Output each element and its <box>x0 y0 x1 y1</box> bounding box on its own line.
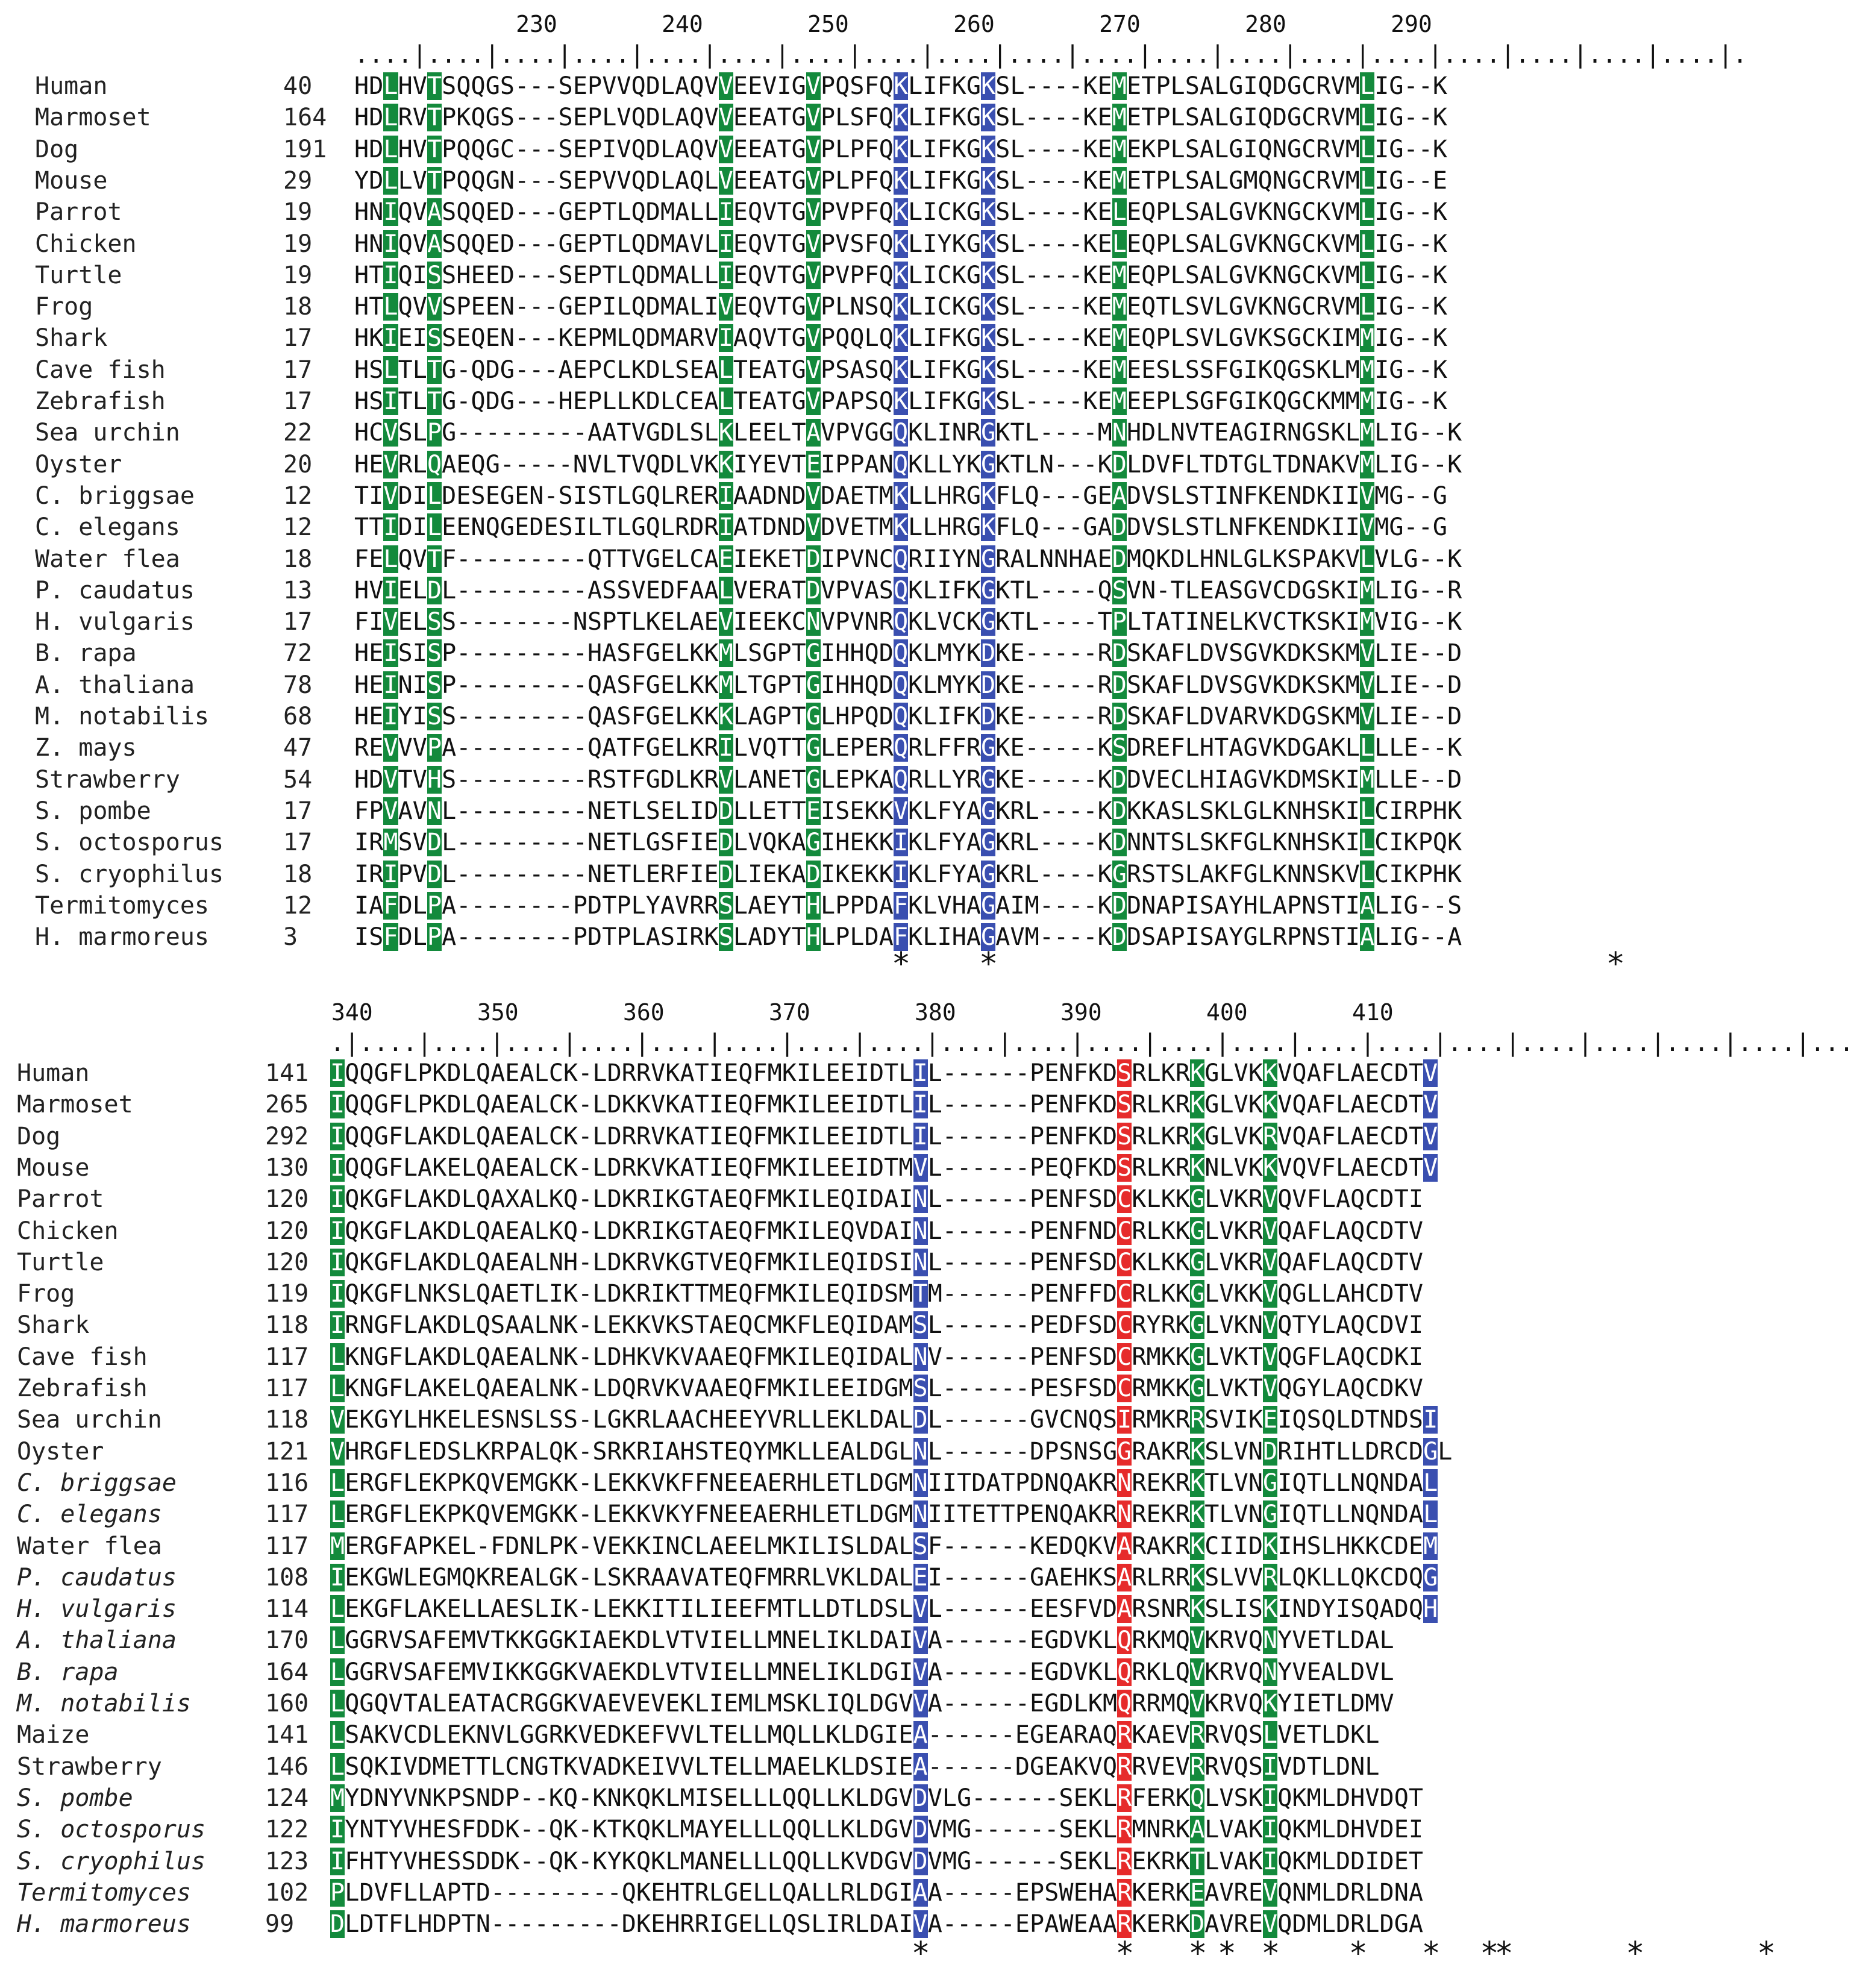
alignment-row <box>0 1910 1613 1942</box>
alignment-row <box>0 545 1613 577</box>
alignment-row <box>0 419 1613 450</box>
conserved-residue-marker: * <box>1421 1936 1441 1972</box>
alignment-row <box>0 1438 1613 1469</box>
alignment-row <box>0 387 1613 419</box>
sequence-start-position: 20 <box>283 450 313 478</box>
species-name: Mouse <box>17 1153 90 1182</box>
species-name: Turtle <box>17 1248 104 1276</box>
alignment-row <box>0 1059 1613 1091</box>
conserved-residue-marker: * <box>911 1936 930 1972</box>
sequence-start-position: 18 <box>283 293 313 321</box>
ruler-label: 380 <box>914 999 956 1026</box>
species-name: Marmoset <box>17 1091 133 1119</box>
sequence-start-position: 22 <box>283 419 313 447</box>
alignment-row <box>0 104 1613 135</box>
sequence-start-position: 146 <box>265 1752 309 1781</box>
species-name: Parrot <box>35 198 122 227</box>
ruler-label: 260 <box>953 11 995 37</box>
ruler-ticks: ....|....|....|....|....|....|....|....|....|....|....|....|....|....|....|....|....|....|....|. <box>354 41 1747 69</box>
alignment-row <box>0 1091 1613 1122</box>
sequence: REVVVPA---------QATFGELKRILVQTTGLEPERQRLFFRGKE-----KSDREFLHTAGVKDGAKLLLLE--K <box>354 734 1462 762</box>
sequence: LSQKIVDMETTLCNGTKVADKEIVVLTELLMAELKLDSIEA------DGEAKVQRRVEVRRVQSIVDTLDNL <box>330 1752 1380 1781</box>
sequence-start-position: 3 <box>283 923 298 952</box>
species-name: Termitomyces <box>17 1878 191 1907</box>
alignment-row <box>0 1280 1613 1311</box>
alignment-row <box>0 923 1613 955</box>
conserved-residue-marker: * <box>1606 946 1625 982</box>
sequence-start-position: 117 <box>265 1343 309 1371</box>
alignment-row <box>0 293 1613 324</box>
conserved-residue-marker: * <box>1188 1936 1207 1972</box>
ruler-label: 410 <box>1351 999 1394 1026</box>
sequence: IQQGFLAKDLQAEALCK-LDRRVKATIEQFMKILEEIDTLIL------PENFKDSRLKRKGLVKRVQAFLAECDTV <box>330 1122 1438 1150</box>
sequence: IRIPVDL---------NETLERFIEDLIEKADIKEKKIKLFYAGKRL----KGRSTSLAKFGLKNNSKVLCIKPHK <box>354 860 1462 888</box>
sequence: DLDTFLHDPTN---------DKEHRRIGELLQSLIRLDAIVA-----EPAWEAARKERKDAVREVQDMLDRLDGA <box>330 1910 1424 1939</box>
sequence-start-position: 19 <box>283 261 313 289</box>
sequence-start-position: 116 <box>265 1469 309 1497</box>
ruler-label: 280 <box>1245 11 1286 37</box>
sequence: LSAKVCDLEKNVLGGRKVEDKEFVVLTELLMQLLKLDGIEA------EGEARAQRKAEVRRVQSLVETLDKL <box>330 1721 1380 1749</box>
species-name: H. marmoreus <box>17 1910 191 1939</box>
species-name: H. vulgaris <box>35 608 195 636</box>
alignment-row <box>0 1626 1613 1658</box>
sequence: HNIQVASQQED---GEPTLQDMALLIEQVTGVPVPFQKLICKGKSL----KELEQPLSALGVKNGCKVMLIG--K <box>354 198 1448 227</box>
conserved-residue-marker: * <box>1480 1936 1499 1972</box>
sequence-start-position: 118 <box>265 1311 309 1340</box>
sequence-start-position: 17 <box>283 608 313 636</box>
ruler-label: 340 <box>331 999 373 1026</box>
sequence: HDLHVTPQQGC---SEPIVQDLAQVVEEATGVPLPFQKLIFKGKSL----KEMEKPLSALGIQNGCRVMLIG--K <box>354 135 1448 163</box>
species-name: A. thaliana <box>35 671 195 699</box>
species-name: S. pombe <box>17 1784 133 1812</box>
sequence-start-position: 120 <box>265 1185 309 1214</box>
sequence: LERGFLEKPKQVEMGKK-LEKKVKYFNEEAERHLETLDGMNIITETTPENQAKRNREKRKTLVNGIQTLLNQNDAL <box>330 1500 1438 1529</box>
sequence: LKNGFLAKDLQAEALNK-LDHKVKVAAEQFMKILEQIDALNV------PENFSDCRMKKGLVKTVQGFLAQCDKI <box>330 1343 1424 1371</box>
sequence-start-position: 292 <box>265 1122 309 1150</box>
species-name: C. elegans <box>35 513 180 542</box>
alignment-row <box>0 577 1613 608</box>
sequence: HTIQISSHEED---SEPTLQDMALLIEQVTGVPVPFQKLICKGKSL----KEMEQPLSALGVKNGCKVMLIG--K <box>354 261 1448 289</box>
alignment-row <box>0 1690 1613 1721</box>
sequence-start-position: 120 <box>265 1248 309 1276</box>
conserved-residue-marker: * <box>1261 1936 1280 1972</box>
sequence-start-position: 117 <box>265 1500 309 1529</box>
sequence-start-position: 12 <box>283 481 313 510</box>
sequence: TIVDILDESEGEN-SISTLGQLRERIAADNDVDAETMKLLHRGKFLQ---GEADVSLSTINFKENDKIIVMG--G <box>354 481 1448 510</box>
species-name: Frog <box>17 1280 75 1308</box>
alignment-row <box>0 734 1613 765</box>
sequence-start-position: 17 <box>283 387 313 415</box>
alignment-row <box>0 1343 1613 1375</box>
species-name: Oyster <box>35 450 122 478</box>
alignment-row <box>0 1816 1613 1847</box>
sequence-start-position: 68 <box>283 703 313 730</box>
sequence-start-position: 160 <box>265 1690 309 1717</box>
species-name: Oyster <box>17 1437 104 1466</box>
sequence: VEKGYLHKELESNSLSS-LGKRLAACHEEYVRLLEKLDALDL------GVCNQSIRMKRRSVIKEIQSQLDTNDSI <box>330 1406 1438 1434</box>
species-name: Maize <box>17 1721 90 1749</box>
alignment-row <box>0 1879 1613 1910</box>
alignment-row <box>0 1721 1613 1752</box>
species-name: Dog <box>17 1122 61 1150</box>
alignment-row <box>0 136 1613 167</box>
sequence-start-position: 130 <box>265 1153 309 1182</box>
sequence-start-position: 124 <box>265 1784 309 1812</box>
alignment-row <box>0 230 1613 262</box>
alignment-row <box>0 1564 1613 1595</box>
species-name: Shark <box>35 324 108 353</box>
sequence: LKNGFLAKELQAEALNK-LDQRVKVAAEQFMKILEEIDGMSL------PESFSDCRMKKGLVKTVQGYLAQCDKV <box>330 1375 1424 1402</box>
alignment-panel-bottom <box>0 988 1854 1988</box>
species-name: Chicken <box>35 230 137 258</box>
ruler-label: 250 <box>807 11 849 37</box>
conserved-residue-marker: * <box>1115 1936 1135 1972</box>
sequence-start-position: 40 <box>283 72 313 100</box>
sequence-start-position: 120 <box>265 1217 309 1245</box>
species-name: H. marmoreus <box>35 923 209 952</box>
alignment-row <box>0 1154 1613 1185</box>
species-name: B. rapa <box>35 639 137 668</box>
sequence: TTIDILEENQGEDESILTLGQLRDRIATDNDVDVETMKLLHRGKFLQ---GADDVSLSTLNFKENDKIIVMG--G <box>354 513 1448 542</box>
sequence: MYDNYVNKPSNDP--KQ-KNKQKLMISELLLQQLLKLDGVDVLG------SEKLRFERKQLVSKIQKMLDHVDQT <box>330 1784 1424 1812</box>
sequence: HCVSLPG---------AATVGDLSLKLEELTAVPVGGQKLINRGKTL----MNHDLNVTEAGIRNGSKLMLIG--K <box>354 419 1462 447</box>
sequence-start-position: 99 <box>265 1910 295 1939</box>
species-name: A. thaliana <box>17 1626 177 1655</box>
sequence: ISFDLPA--------PDTPLASIRKSLADYTHLPLDAFKLIHAGAVM----KDDSAPISAYGLRPNSTIALIG--A <box>354 923 1462 952</box>
alignment-row <box>0 829 1613 860</box>
alignment-row <box>0 1658 1613 1690</box>
sequence: IYNTYVHESFDDK--QK-KTKQKLMAYELLLQQLLKLDGVDVMG------SEKLRMNRKALVAKIQKMLDHVDEI <box>330 1816 1424 1844</box>
sequence-start-position: 108 <box>265 1563 309 1591</box>
alignment-row <box>0 671 1613 703</box>
conserved-residue-marker: * <box>979 946 998 982</box>
species-name: P. caudatus <box>35 576 195 604</box>
conserved-residue-marker: * <box>1217 1936 1236 1972</box>
ruler-ticks: .|....|....|....|....|....|....|....|....|....|....|....|....|....|....|....|....|....|....|....|....|... <box>330 1029 1854 1057</box>
sequence-start-position: 17 <box>283 324 313 353</box>
species-name: S. pombe <box>35 797 151 825</box>
sequence-start-position: 29 <box>283 166 313 195</box>
alignment-row <box>0 262 1613 293</box>
sequence-start-position: 17 <box>283 356 313 384</box>
sequence: IAFDLPA--------PDTPLYAVRRSLAEYTHLPPDAFKLVHAGAIM----KDDNAPISAYHLAPNSTIALIG--S <box>354 891 1462 920</box>
species-name: Sea urchin <box>35 419 180 447</box>
sequence: LGGRVSAFEMVTKKGGKIAEKDLVTVIELLMNELIKLDAIVA------EGDVKLQRKMQVKRVQNYVETLDAL <box>330 1626 1394 1655</box>
alignment-panel-top <box>0 0 1747 988</box>
sequence-start-position: 123 <box>265 1847 309 1875</box>
sequence: HKIEISSEQEN---KEPMLQDMARVIAQVTGVPQQLQKLIFKGKSL----KEMEQPLSVLGVKSGCKIMMIG--K <box>354 324 1448 353</box>
sequence: IFHTYVHESSDDK--QK-KYKQKLMANELLLQQLLKVDGVDVMG------SEKLREKRKTLVAKIQKMLDDIDET <box>330 1847 1424 1875</box>
sequence-start-position: 119 <box>265 1280 309 1308</box>
sequence: LGGRVSAFEMVIKKGGKVAEKDLVTVIELLMNELIKLDGIVA------EGDVKLQRKLQVKRVQNYVEALDVL <box>330 1658 1394 1686</box>
species-name: Strawberry <box>17 1752 162 1781</box>
alignment-row <box>0 198 1613 230</box>
sequence: LQGQVTALEATACRGGKVAEVEVEKLIEMLMSKLIQLDGVVA------EGDLKMQRRMQVKRVQKYIETLDMV <box>330 1690 1394 1717</box>
species-name: Cave fish <box>17 1343 148 1371</box>
species-name: Marmoset <box>35 104 151 132</box>
sequence-start-position: 164 <box>283 104 327 132</box>
sequence: HDLHVTSQQGS---SEPVVQDLAQVVEEVIGVPQSFQKLIFKGKSL----KEMETPLSALGIQDGCRVMLIG--K <box>354 72 1448 100</box>
sequence-start-position: 19 <box>283 198 313 227</box>
alignment-row <box>0 608 1613 639</box>
species-name: Turtle <box>35 261 122 289</box>
sequence: HEIYISS---------QASFGELKKKLAGPTGLHPQDQKLIFKDKE-----RDSKAFLDVARVKDGSKMVLIE--D <box>354 703 1462 730</box>
sequence-start-position: 102 <box>265 1878 309 1907</box>
species-name: Human <box>35 72 108 100</box>
sequence-start-position: 118 <box>265 1406 309 1434</box>
ruler-label: 270 <box>1099 11 1141 37</box>
sequence-start-position: 54 <box>283 765 313 794</box>
sequence-start-position: 12 <box>283 891 313 920</box>
alignment-row <box>0 72 1613 104</box>
alignment-row <box>0 1375 1613 1406</box>
species-name: M. notabilis <box>17 1690 191 1717</box>
sequence-start-position: 114 <box>265 1595 309 1623</box>
sequence: YDLLVTPQQGN---SEPVVQDLAQLVEEATGVPLPFQKLIFKGKSL----KEMETPLSALGMQNGCRVMLIG--E <box>354 166 1448 195</box>
sequence-start-position: 19 <box>283 230 313 258</box>
species-name: S. octosporus <box>35 829 224 857</box>
species-name: Termitomyces <box>35 891 209 920</box>
species-name: M. notabilis <box>35 703 209 730</box>
ruler-label: 390 <box>1060 999 1102 1026</box>
species-name: Z. mays <box>35 734 137 762</box>
ruler-label: 350 <box>477 999 519 1026</box>
species-name: Water flea <box>35 545 180 573</box>
alignment-row <box>0 513 1613 545</box>
species-name: C. briggsae <box>17 1469 177 1497</box>
species-name: Parrot <box>17 1185 104 1214</box>
species-name: P. caudatus <box>17 1563 177 1591</box>
sequence: IQQGFLAKELQAEALCK-LDRKVKATIEQFMKILEEIDTMVL------PEQFKDSRLKRKNLVKKVQVFLAECDTV <box>330 1153 1438 1182</box>
sequence-start-position: 78 <box>283 671 313 699</box>
sequence: HVIELDL---------ASSVEDFAALVERATDVPVASQKLIFKGKTL----QSVN-TLEASGVCDGSKIMLIG--R <box>354 576 1462 604</box>
alignment-row <box>0 1249 1613 1280</box>
species-name: S. cryophilus <box>17 1847 206 1875</box>
sequence: FELQVTF---------QTTVGELCAEIEKETDIPVNCQRIIYNGRALNNHAEDMQKDLHNLGLKSPAKVLVLG--K <box>354 545 1462 573</box>
alignment-row <box>0 1123 1613 1154</box>
sequence-start-position: 47 <box>283 734 313 762</box>
sequence-start-position: 12 <box>283 513 313 542</box>
alignment-row <box>0 1217 1613 1249</box>
alignment-row <box>0 797 1613 829</box>
species-name: Sea urchin <box>17 1406 162 1434</box>
ruler-label: 360 <box>622 999 665 1026</box>
sequence: IEKGWLEGMQKREALGK-LSKRAAVATEQFMRRLVKLDALEI------GAEHKSARLRRKSLVVRLQKLLQKCDQG <box>330 1563 1438 1591</box>
sequence: MERGFAPKEL-FDNLPK-VEKKINCLAEELMKILISLDALSF------KEDQKVARAKRKCIIDKIHSLHKKCDEM <box>330 1532 1438 1560</box>
alignment-row <box>0 1848 1613 1879</box>
alignment-row <box>0 1500 1613 1532</box>
sequence: IQKGFLAKDLQAEALNH-LDKRVKGTVEQFMKILEQIDSINL------PENFSDCKLKKGLVKRVQAFLAQCDTV <box>330 1248 1424 1276</box>
species-name: Human <box>17 1059 90 1087</box>
sequence: FIVELSS--------NSPTLKELAEVIEEKCNVPVNRQKLVCKGKTL----TPLTATINELKVCTKSKIMVIG--K <box>354 608 1462 636</box>
ruler-label: 230 <box>516 11 557 37</box>
sequence-start-position: 17 <box>283 797 313 825</box>
sequence-start-position: 265 <box>265 1091 309 1119</box>
ruler-label: 240 <box>662 11 703 37</box>
species-name: Cave fish <box>35 356 166 384</box>
sequence: FPVAVNL---------NETLSELIDDLLETTEISEKKVKLFYAGKRL----KDKKASLSKLGLKNHSKILCIRPHK <box>354 797 1462 825</box>
conserved-residue-marker: * <box>1494 1936 1514 1972</box>
species-name: Shark <box>17 1311 90 1340</box>
sequence: HNIQVASQQED---GEPTLQDMAVLIEQVTGVPVSFQKLIYKGKSL----KELEQPLSALGVKNGCKVMLIG--K <box>354 230 1448 258</box>
alignment-row <box>0 1753 1613 1784</box>
alignment-row <box>0 1311 1613 1343</box>
alignment-row <box>0 639 1613 671</box>
sequence-start-position: 72 <box>283 639 313 668</box>
conserved-residue-marker: * <box>1626 1936 1645 1972</box>
species-name: Zebrafish <box>35 387 166 415</box>
sequence: LERGFLEKPKQVEMGKK-LEKKVKFFNEEAERHLETLDGMNIITDATPDNQAKRNREKRKTLVNGIQTLLNQNDAL <box>330 1469 1438 1497</box>
sequence: LEKGFLAKELLAESLIK-LEKKITILIEEFMTLLDTLDSLVL------EESFVDARSNRKSLISKINDYISQADQH <box>330 1595 1438 1623</box>
species-name: Zebrafish <box>17 1375 148 1402</box>
sequence: PLDVFLLAPTD---------QKEHTRLGELLQALLRLDGIAA-----EPSWEHARKERKEAVREVQNMLDRLDNA <box>330 1878 1424 1907</box>
species-name: Mouse <box>35 166 108 195</box>
species-name: H. vulgaris <box>17 1595 177 1623</box>
sequence: IQKGFLAKDLQAEALKQ-LDKRIKGTAEQFMKILEQVDAINL------PENFNDCRLKKGLVKRVQAFLAQCDTV <box>330 1217 1424 1245</box>
sequence-start-position: 117 <box>265 1375 309 1402</box>
sequence-start-position: 17 <box>283 829 313 857</box>
sequence-start-position: 170 <box>265 1626 309 1655</box>
sequence: IQQGFLPKDLQAEALCK-LDKKVKATIEQFMKILEEIDTLIL------PENFKDSRLKRKGLVKKVQAFLAECDTV <box>330 1091 1438 1119</box>
species-name: C. briggsae <box>35 481 195 510</box>
conserved-residue-marker: * <box>1348 1936 1368 1972</box>
species-name: Frog <box>35 293 93 321</box>
alignment-row <box>0 1406 1613 1437</box>
alignment-row <box>0 1784 1613 1816</box>
alignment-row <box>0 1532 1613 1564</box>
species-name: Chicken <box>17 1217 119 1245</box>
sequence-start-position: 191 <box>283 135 327 163</box>
sequence: HSLTLTG-QDG---AEPCLKDLSEALTEATGVPSASQKLIFKGKSL----KEMEESLSSFGIKQGSKLMMIG--K <box>354 356 1448 384</box>
species-name: Water flea <box>17 1532 162 1560</box>
conserved-residue-marker: * <box>1757 1936 1776 1972</box>
species-name: Strawberry <box>35 765 180 794</box>
alignment-row <box>0 451 1613 482</box>
alignment-row <box>0 861 1613 892</box>
sequence: HEISISP---------HASFGELKKMLSGPTGIHHQDQKLMYKDKE-----RDSKAFLDVSGVKDKSKMVLIE--D <box>354 639 1462 668</box>
sequence: HSITLTG-QDG---HEPLLKDLCEALTEATGVPAPSQKLIFKGKSL----KEMEEPLSGFGIKQGCKMMMIG--K <box>354 387 1448 415</box>
sequence-start-position: 164 <box>265 1658 309 1686</box>
alignment-row <box>0 482 1613 513</box>
sequence: HDLRVTPKQGS---SEPLVQDLAQVVEEATGVPLSFQKLIFKGKSL----KEMETPLSALGIQDGCRVMLIG--K <box>354 104 1448 132</box>
alignment-row <box>0 1595 1613 1626</box>
sequence: VHRGFLEDSLKRPALQK-SRKRIAHSTEQYMKLLEALDGLNL------DPSNSGGRAKRKSLVNDRIHTLLDRCDGL <box>330 1437 1453 1466</box>
alignment-row <box>0 324 1613 356</box>
alignment-row <box>0 703 1613 734</box>
sequence: IQKGFLNKSLQAETLIK-LDKRIKTTMEQFMKILEQIDSMTM------PENFFDCRLKKGLVKKVQGLLAHCDTV <box>330 1280 1424 1308</box>
sequence-start-position: 141 <box>265 1721 309 1749</box>
sequence: IQKGFLAKDLQAXALKQ-LDKRIKGTAEQFMKILEQIDAINL------PENFSDCKLKKGLVKRVQVFLAQCDTI <box>330 1185 1424 1214</box>
sequence-start-position: 121 <box>265 1437 309 1466</box>
ruler-label: 370 <box>768 999 810 1026</box>
sequence-start-position: 18 <box>283 545 313 573</box>
ruler-label: 290 <box>1391 11 1432 37</box>
alignment-row <box>0 1185 1613 1217</box>
sequence: IRNGFLAKDLQSAALNK-LEKKVKSTAEQCMKFLEQIDAMSL------PEDFSDCRYRKGLVKNVQTYLAQCDVI <box>330 1311 1424 1340</box>
sequence: HTLQVVSPEEN---GEPILQDMALIVEQVTGVPLNSQKLICKGKSL----KEMEQTLSVLGVKNGCRVMLIG--K <box>354 293 1448 321</box>
sequence: IQQGFLPKDLQAEALCK-LDRRVKATIEQFMKILEEIDTLIL------PENFKDSRLKRKGLVKKVQAFLAECDTV <box>330 1059 1438 1087</box>
alignment-row <box>0 167 1613 198</box>
species-name: Dog <box>35 135 79 163</box>
sequence-start-position: 122 <box>265 1816 309 1844</box>
sequence: HDVTVHS---------RSTFGDLKRVLANETGLEPKAQRLLYRGKE-----KDDVECLHIAGVKDMSKIMLLE--D <box>354 765 1462 794</box>
sequence-start-position: 117 <box>265 1532 309 1560</box>
sequence: IRMSVDL---------NETLGSFIEDLVQKAGIHEKKIKLFYAGKRL----KDNNTSLSKFGLKNHSKILCIKPQK <box>354 829 1462 857</box>
ruler-label: 400 <box>1206 999 1248 1026</box>
conserved-residue-marker: * <box>891 946 911 982</box>
sequence: HEINISP---------QASFGELKKMLTGPTGIHHQDQKLMYKDKE-----RDSKAFLDVSGVKDKSKMVLIE--D <box>354 671 1462 699</box>
alignment-row <box>0 892 1613 923</box>
sequence-start-position: 13 <box>283 576 313 604</box>
species-name: S. octosporus <box>17 1816 206 1844</box>
alignment-row <box>0 356 1613 387</box>
species-name: C. elegans <box>17 1500 162 1529</box>
species-name: B. rapa <box>17 1658 119 1686</box>
sequence-start-position: 18 <box>283 860 313 888</box>
alignment-row <box>0 766 1613 797</box>
sequence-start-position: 141 <box>265 1059 309 1087</box>
alignment-row <box>0 1469 1613 1500</box>
sequence: HEVRLQAEQG-----NVLTVQDLVKKIYEVTEIPPANQKLLYKGKTLN---KDLDVFLTDTGLTDNAKVMLIG--K <box>354 450 1462 478</box>
species-name: S. cryophilus <box>35 860 224 888</box>
